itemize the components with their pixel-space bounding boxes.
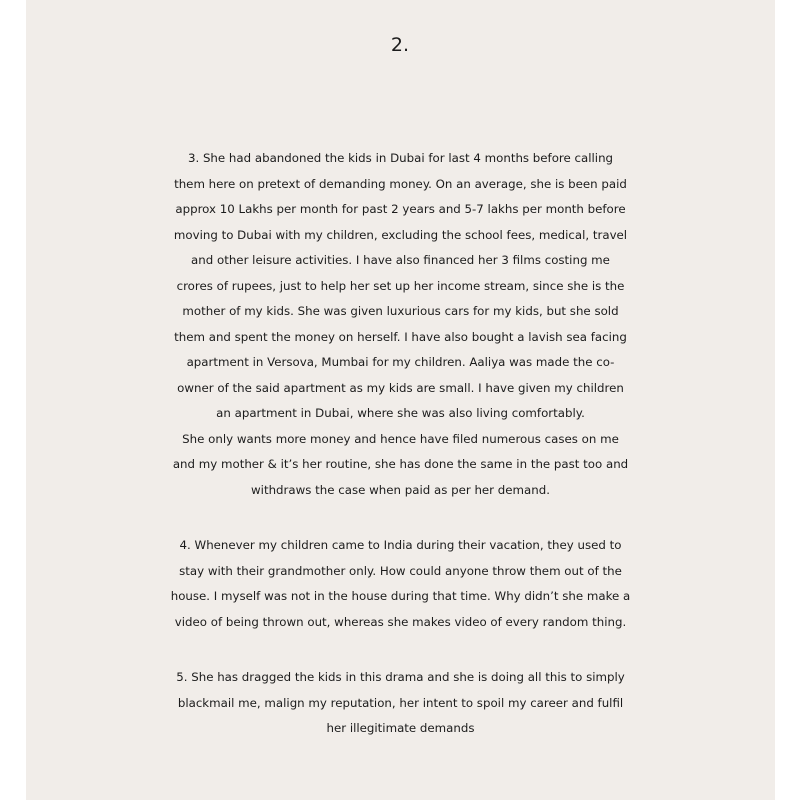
paragraph-line: approx 10 Lakhs per month for past 2 years and 5-7 lakhs per month before [175,202,626,216]
paragraph-line: moving to Dubai with my children, excluding the school fees, medical, travel [173,227,628,242]
paragraph-line: an apartment in Dubai, where she was also living comfortably. [216,406,585,420]
paragraph-line: 5. She has dragged the kids in this drama and she is doing all this to simply [176,670,625,684]
paragraph-line: video of being thrown out, whereas she makes video of every random thing. [174,614,627,629]
paragraph-4 [26,533,775,635]
paragraph-line: mother of my kids. She was given luxurious cars for my kids, but she sold [182,304,619,318]
paragraph-line: them and spent the money on herself. I have also bought a lavish sea facing [174,329,627,344]
page-number: 2. [390,34,410,56]
paragraph-line: crores of rupees, just to help her set up her income stream, since she is the [176,278,625,293]
statement-body [26,146,775,742]
paragraph-line: apartment in Versova, Mumbai for my children. Aaliya was made the co- [186,355,615,369]
paragraph-3 [26,146,775,503]
paragraph-spacer [26,503,775,533]
paragraph-line: She only wants more money and hence have filed numerous cases on me [182,431,619,446]
paragraph-line: them here on pretext of demanding money. On an average, she is been paid [174,176,627,191]
paragraph-line: her illegitimate demands [326,721,475,735]
paragraph-line: owner of the said apartment as my kids are small. I have given my children [177,380,624,395]
paragraph-line: house. I myself was not in the house during that time. Why didn’t she make a [170,589,631,603]
paragraph-5 [26,665,775,742]
paragraph-spacer [26,635,775,665]
paragraph-line: 3. She had abandoned the kids in Dubai for last 4 months before calling [187,151,614,165]
paragraph-line: blackmail me, malign my reputation, her intent to spoil my career and fulfil [177,695,624,710]
paragraph-line: and my mother & it’s her routine, she has done the same in the past too and [172,457,629,471]
paragraph-line: 4. Whenever my children came to India during their vacation, they used to [179,538,622,552]
paragraph-line: withdraws the case when paid as per her demand. [251,482,550,497]
paragraph-line: stay with their grandmother only. How could anyone throw them out of the [179,563,622,578]
paragraph-line: and other leisure activities. I have also financed her 3 films costing me [191,253,610,267]
